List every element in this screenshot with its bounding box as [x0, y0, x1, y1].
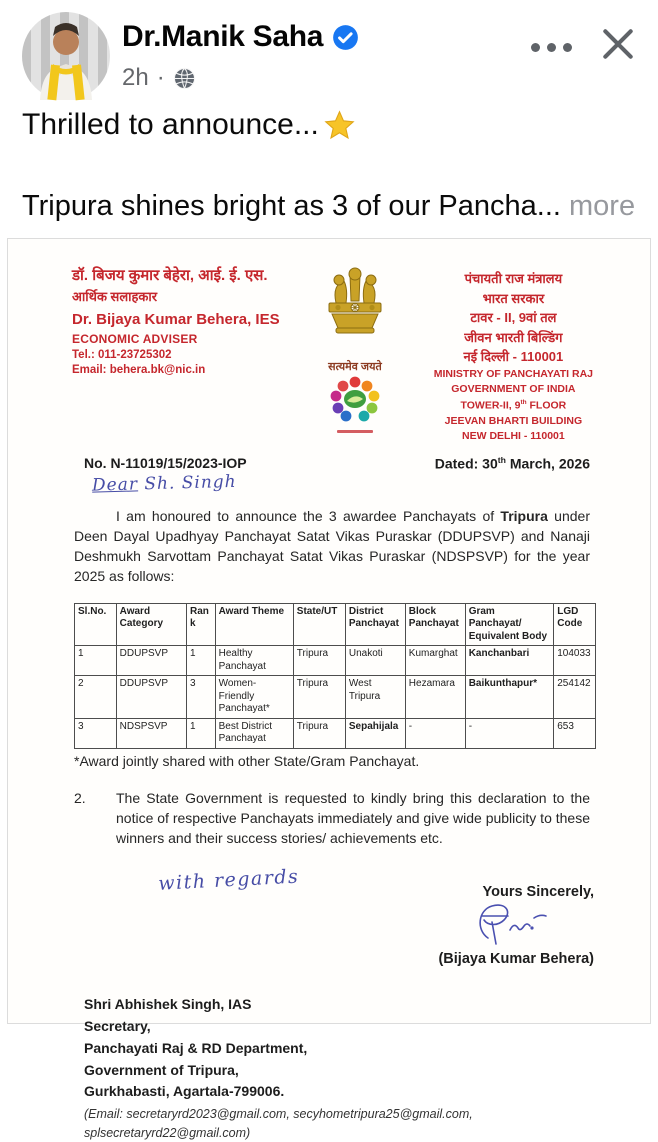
- verified-badge-icon: [332, 24, 359, 51]
- ministry-line: NEW DELHI - 110001: [462, 430, 565, 443]
- more-options-button[interactable]: [520, 30, 582, 64]
- table-header-cell: Block Panchayat: [405, 603, 465, 646]
- table-cell: NDSPSVP: [116, 718, 186, 748]
- table-cell: Unakoti: [345, 646, 405, 676]
- table-cell: 653: [554, 718, 596, 748]
- table-cell: Sepahijala: [345, 718, 405, 748]
- reference-number: No. N-11019/15/2023-IOP: [84, 454, 247, 471]
- recipient-line: Gurkhabasti, Agartala-799006.: [84, 1083, 285, 1100]
- recipient-line: Government of Tripura,: [84, 1061, 239, 1078]
- table-header-cell: Award Category: [116, 603, 186, 646]
- avatar[interactable]: [22, 12, 110, 100]
- table-cell: Healthy Panchayat: [215, 646, 293, 676]
- ministry-hindi-line: जीवन भारती बिल्डिंग: [464, 329, 563, 345]
- close-icon: [599, 25, 637, 63]
- signatory-name: (Bijaya Kumar Behera): [438, 951, 594, 968]
- table-header-cell: Rank: [187, 603, 216, 646]
- table-cell: -: [405, 718, 465, 748]
- table-footnote: *Award jointly shared with other State/Gram Panchayat.: [74, 752, 420, 769]
- table-cell: Tripura: [293, 646, 345, 676]
- national-emblem-icon: [324, 265, 386, 357]
- letter-paragraph-1: I am honoured to announce the 3 awardee Panchayats of Tripura under Deen Dayal Upadhyay Panchayat Satat Vikas Puraskar (DDUPSVP) and Nanaji Deshmukh Sarvottam Panchayat Satat Vikas Puraskar (NDSPSVP) for the year 2025 as follows:: [74, 508, 590, 584]
- handwritten-salutation: Dear Sh. Singh: [91, 472, 237, 496]
- sender-tel: Tel.: 011-23725302: [72, 349, 172, 361]
- ministry-hindi-line: भारत सरकार: [482, 290, 545, 306]
- globe-icon: [173, 67, 196, 90]
- post-text: Thrilled to announce...: [22, 108, 319, 141]
- awards-table: [74, 603, 596, 749]
- recipient-line: Shri Abhishek Singh, IAS: [84, 996, 252, 1013]
- post-text: Tripura shines bright as 3 of our Pancha...: [22, 190, 561, 222]
- ministry-line: TOWER-II, 9th FLOOR: [460, 398, 567, 412]
- post-text-line2: [22, 190, 635, 223]
- table-cell: DDUPSVP: [116, 646, 186, 676]
- table-cell: Hezamara: [405, 676, 465, 719]
- ministry-line: JEEVAN BHARTI BUILDING: [444, 414, 583, 427]
- ministry-block: [407, 269, 620, 445]
- paragraph-text: The State Government is requested to kindly bring this declaration to the notice of respective Panchayats immediately and give wide publicity to these winners and their success stories/ achievements etc.: [116, 789, 590, 846]
- table-cell: 3: [187, 676, 216, 719]
- emblem-block: [303, 265, 407, 445]
- table-header-cell: Gram Panchayat/ Equivalent Body: [465, 603, 554, 646]
- panchayati-raj-logo-icon: [327, 374, 383, 436]
- table-cell: 2: [75, 676, 117, 719]
- emblem-motto: सत्यमेव जयते: [328, 361, 382, 373]
- table-cell: DDUPSVP: [116, 676, 186, 719]
- ministry-hindi-line: टावर - II, 9वां तल: [470, 310, 557, 325]
- sender-email: Email: behera.bk@nic.in: [72, 364, 206, 376]
- letter-image[interactable]: [7, 238, 651, 1140]
- sender-title-hindi: आर्थिक सलाहकार: [72, 289, 158, 304]
- ministry-hindi-line: नई दिल्ली - 110001: [463, 349, 564, 364]
- table-row: [75, 718, 596, 748]
- dot-icon: [563, 43, 572, 52]
- table-cell: 254142: [554, 676, 596, 719]
- closing-salutation: Yours Sincerely,: [482, 884, 594, 901]
- table-cell: 1: [75, 646, 117, 676]
- recipient-block: [84, 994, 650, 1102]
- avatar-person-icon: [22, 12, 110, 100]
- sender-name: Dr. Bijaya Kumar Behera, IES: [72, 311, 280, 328]
- table-cell: 104033: [554, 646, 596, 676]
- table-header-cell: Award Theme: [215, 603, 293, 646]
- table-header-cell: LGD Code: [554, 603, 596, 646]
- sender-title: ECONOMIC ADVISER: [72, 332, 198, 346]
- table-cell: Best District Panchayat: [215, 718, 293, 748]
- table-cell: 1: [187, 646, 216, 676]
- table-row: [75, 646, 596, 676]
- post-text-line1: [22, 108, 356, 142]
- table-row: [75, 676, 596, 719]
- close-button[interactable]: [594, 20, 642, 68]
- paragraph-number: 2.: [74, 789, 86, 806]
- table-cell: 3: [75, 718, 117, 748]
- table-header-cell: State/UT: [293, 603, 345, 646]
- recipient-line: Secretary,: [84, 1018, 151, 1035]
- table-cell: 1: [187, 718, 216, 748]
- table-cell: Kumarghat: [405, 646, 465, 676]
- table-cell: Baikunthapur*: [465, 676, 554, 719]
- dot-icon: [547, 43, 556, 52]
- recipient-emails: (Email: secretaryrd2023@gmail.com, secyhometripura25@gmail.com, splsecretaryrd22@gmail.com): [84, 1106, 473, 1140]
- table-header-cell: Sl.No.: [75, 603, 117, 646]
- star-emoji: [323, 109, 356, 142]
- see-more-link[interactable]: more: [569, 190, 636, 222]
- dot-icon: [531, 43, 540, 52]
- sender-name-hindi: डॉ. बिजय कुमार बेहेरा, आई. ई. एस.: [72, 267, 268, 284]
- ministry-line: GOVERNMENT OF INDIA: [451, 383, 576, 396]
- timestamp: 2h: [122, 64, 149, 91]
- table-cell: -: [465, 718, 554, 748]
- table-cell: Kanchanbari: [465, 646, 554, 676]
- sender-block: [72, 265, 303, 445]
- table-header-cell: District Panchayat: [345, 603, 405, 646]
- table-cell: West Tripura: [345, 676, 405, 719]
- ministry-line: MINISTRY OF PANCHAYATI RAJ: [433, 367, 594, 380]
- table-header-row: [75, 603, 596, 646]
- handwritten-regards: with regards: [157, 865, 300, 896]
- table-cell: Tripura: [293, 718, 345, 748]
- signature-block: [8, 884, 594, 968]
- letter-date: Dated: 30th March, 2026: [434, 454, 590, 472]
- letterhead: [8, 239, 650, 445]
- ministry-hindi-line: पंचायती राज मंत्रालय: [464, 271, 563, 286]
- table-cell: Tripura: [293, 676, 345, 719]
- letter-paragraph-2: [74, 789, 590, 849]
- meta-separator: ·: [156, 64, 165, 91]
- table-cell: Women-Friendly Panchayat*: [215, 676, 293, 719]
- author-name[interactable]: Dr.Manik Saha: [122, 20, 324, 53]
- signature-icon: [474, 900, 558, 946]
- recipient-line: Panchayati Raj & RD Department,: [84, 1039, 308, 1056]
